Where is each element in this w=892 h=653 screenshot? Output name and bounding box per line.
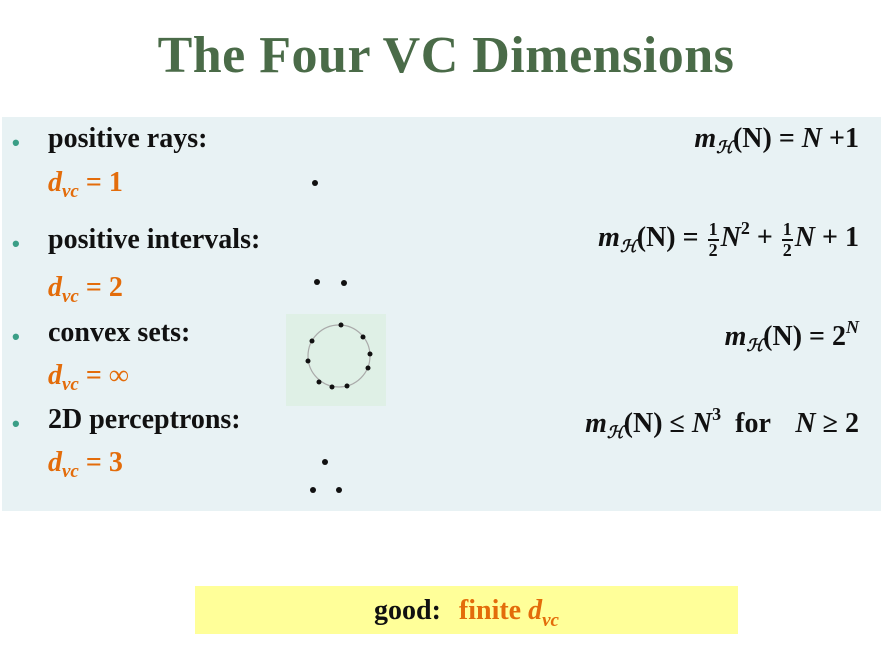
slide-title: The Four VC Dimensions xyxy=(157,27,735,84)
dvc-positive-intervals: $d_{vc} = 2$ xyxy=(48,272,123,307)
point-dot xyxy=(314,279,320,285)
content-panel xyxy=(2,117,881,511)
dvc-convex-sets: $d_{vc}$ = ∞ xyxy=(48,360,129,395)
row-label-positive-rays: positive rays: xyxy=(48,123,208,154)
point-dot xyxy=(312,180,318,186)
footer-accent: finite $d_{vc}$ xyxy=(458,595,559,631)
row-label-convex-sets: convex sets: xyxy=(48,317,191,348)
convex-circle-illustration xyxy=(286,314,386,406)
growth-function-convex-sets: $m_ℋ(N) = 2^N$ xyxy=(724,317,859,355)
bullet-icon: • xyxy=(12,231,20,256)
growth-function-positive-intervals: $m_ℋ(N)$ = $\frac{1}{2}$ $N^2$ + $\frac{1}{2}$ N + 1 xyxy=(598,218,859,260)
footer-callout xyxy=(195,586,738,634)
bullet-icon: • xyxy=(12,324,20,349)
footer-prefix: good: xyxy=(374,595,441,626)
row-label-2d-perceptrons: 2D perceptrons: xyxy=(48,404,241,435)
dvc-2d-perceptrons: $d_{vc} = 3$ xyxy=(48,447,123,482)
row-label-positive-intervals: positive intervals: xyxy=(48,224,261,255)
point-dot xyxy=(310,487,316,493)
bullet-icon: • xyxy=(12,130,20,155)
growth-function-positive-rays: $m_ℋ(N) = N +1$ xyxy=(694,123,859,157)
dvc-positive-rays: $d_{vc} = 1$ xyxy=(48,167,123,202)
point-dot xyxy=(336,487,342,493)
point-dot xyxy=(322,459,328,465)
bullet-icon: • xyxy=(12,411,20,436)
point-dot xyxy=(341,280,347,286)
circle-points-icon xyxy=(286,314,386,406)
growth-function-2d-perceptrons: $m_ℋ(N) \le N^3$ for N ≥ 2 xyxy=(585,404,859,442)
